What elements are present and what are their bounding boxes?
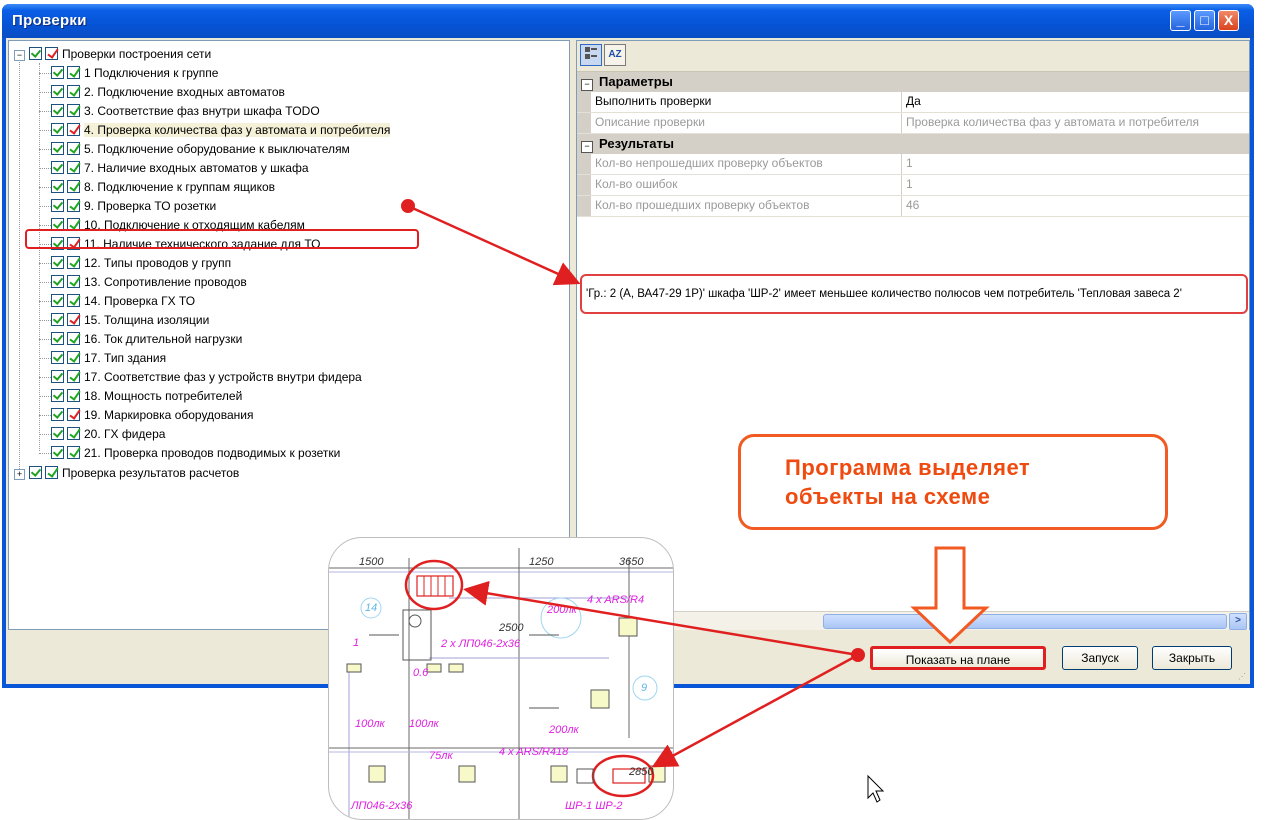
schematic-drawing <box>329 538 673 819</box>
tree-item[interactable]: 14. Проверка ГХ ТО <box>51 292 195 310</box>
resize-grip-icon[interactable]: ⋰ <box>1238 672 1246 681</box>
tree-guide-line <box>19 55 20 469</box>
show-on-plan-button[interactable]: Показать на плане <box>870 646 1046 670</box>
ok-status-icon <box>67 427 80 440</box>
property-value[interactable]: 1 <box>901 175 1249 195</box>
checkbox-icon[interactable] <box>51 85 64 98</box>
tree-item[interactable]: 9. Проверка ТО розетки <box>51 197 216 215</box>
checkbox-icon[interactable] <box>51 313 64 326</box>
tree-guide-line <box>39 358 51 359</box>
lux-label: 200лк <box>549 724 579 736</box>
close-window-button[interactable]: X <box>1218 10 1239 31</box>
tree-item[interactable]: 8. Подключение к группам ящиков <box>51 178 275 196</box>
dim-label: 1500 <box>359 556 384 568</box>
checkbox-icon[interactable] <box>51 294 64 307</box>
ok-status-icon <box>67 275 80 288</box>
property-value[interactable]: 1 <box>901 154 1249 174</box>
tree-item[interactable]: 5. Подключение оборудование к выключателям <box>51 140 350 158</box>
category-results[interactable]: − Результаты <box>577 134 1249 154</box>
dim-label: 3650 <box>619 556 644 568</box>
tree-guide-line <box>39 111 51 112</box>
property-row[interactable] <box>577 92 1249 113</box>
checkbox-icon[interactable] <box>51 275 64 288</box>
tree-root-network-checks[interactable]: Проверки построения сети <box>29 45 211 63</box>
svg-text:0.6: 0.6 <box>413 667 429 679</box>
dim-label: 2850 <box>629 766 654 778</box>
ok-status-icon <box>67 142 80 155</box>
ok-status-icon <box>67 370 80 383</box>
window-title: Проверки <box>12 12 87 29</box>
checkbox-icon[interactable] <box>51 256 64 269</box>
tree-item[interactable]: 17. Соответствие фаз у устройств внутри фидера <box>51 368 362 386</box>
property-key: Кол-во непрошедших проверку объектов <box>577 154 883 174</box>
checkbox-icon[interactable] <box>51 142 64 155</box>
property-row[interactable] <box>577 196 1249 217</box>
checkbox-icon[interactable] <box>51 161 64 174</box>
tree-guide-line <box>39 206 51 207</box>
tree-guide-line <box>39 92 51 93</box>
scroll-right-icon[interactable]: > <box>1229 613 1247 630</box>
callout-box <box>738 434 1168 530</box>
run-button[interactable]: Запуск <box>1062 646 1138 670</box>
fixture-label: 4 x ARS/R4 <box>587 594 645 606</box>
fixture-label: ЛП046-2x36 <box>351 800 413 812</box>
checkbox-icon[interactable] <box>51 199 64 212</box>
property-value[interactable]: Да <box>901 92 1249 112</box>
dim-label: 2500 <box>499 622 524 634</box>
error-status-icon <box>45 47 58 60</box>
callout-text: Программа выделяет объекты на схеме <box>785 455 1031 509</box>
lux-label: 100лк <box>355 718 385 730</box>
schematic-inset <box>328 537 674 820</box>
tree-guide-line <box>39 63 40 451</box>
fixture-label: 2 x ЛП046-2x36 <box>441 638 521 650</box>
tree-guide-line <box>39 73 51 74</box>
tree-item[interactable]: 18. Мощность потребителей <box>51 387 242 405</box>
tree-guide-line <box>39 225 51 226</box>
room-label: 14 <box>365 602 378 614</box>
expand-toggle[interactable]: + <box>14 469 25 480</box>
maximize-button[interactable]: □ <box>1194 10 1215 31</box>
checkbox-icon[interactable] <box>51 104 64 117</box>
tree-guide-line <box>39 282 51 283</box>
result-message[interactable]: 'Гр.: 2 (А, ВА47-29 1Р)' шкафа 'ШР-2' имеет меньшее количество полюсов чем потребитель 'Тепловая завеса 2' <box>580 274 1248 314</box>
checkbox-icon[interactable] <box>29 47 42 60</box>
property-key: Описание проверки <box>577 113 883 133</box>
checkbox-icon[interactable] <box>51 351 64 364</box>
tree-guide-line <box>39 301 51 302</box>
tree-guide-line <box>39 187 51 188</box>
tree-item[interactable]: 11. Наличие технического задание для ТО <box>51 235 321 253</box>
tree-guide-line <box>39 396 51 397</box>
ok-status-icon <box>67 66 80 79</box>
tree-item[interactable]: 1 Подключения к группе <box>51 64 218 82</box>
categorized-icon[interactable] <box>580 44 602 66</box>
ok-status-icon <box>67 256 80 269</box>
tree-item[interactable]: 20. ГХ фидера <box>51 425 165 443</box>
tree-root-calc-checks[interactable]: Проверка результатов расчетов <box>29 464 239 482</box>
room-label: 9 <box>641 682 648 694</box>
tree-guide-line <box>39 377 51 378</box>
ok-status-icon <box>67 389 80 402</box>
tree-item[interactable]: 21. Проверка проводов подводимых к розетки <box>51 444 340 462</box>
fixture-label: 4 x ARS/R418 <box>499 746 569 758</box>
property-key: Кол-во прошедших проверку объектов <box>577 196 883 216</box>
collapse-toggle[interactable]: − <box>14 50 25 61</box>
tree-item[interactable]: 4. Проверка количества фаз у автомата и потребителя <box>51 121 390 139</box>
ok-status-icon <box>67 180 80 193</box>
title-bar[interactable] <box>2 4 1254 38</box>
sort-az-icon[interactable]: AZ <box>604 44 626 66</box>
tree-item[interactable]: 13. Сопротивление проводов <box>51 273 247 291</box>
tree-guide-line <box>39 168 51 169</box>
property-row[interactable] <box>577 154 1249 175</box>
checkbox-icon[interactable] <box>51 123 64 136</box>
scroll-thumb[interactable] <box>823 614 1227 629</box>
tree-guide-line <box>39 149 51 150</box>
tree-item[interactable]: 15. Толщина изоляции <box>51 311 209 329</box>
property-toolbar <box>577 41 1249 72</box>
checkbox-icon[interactable] <box>51 66 64 79</box>
tree-guide-line <box>39 339 51 340</box>
ok-status-icon <box>67 294 80 307</box>
property-value[interactable]: Проверка количества фаз у автомата и потребителя <box>901 113 1249 133</box>
tree-item[interactable]: 12. Типы проводов у групп <box>51 254 231 272</box>
ok-status-icon <box>67 446 80 459</box>
lux-label: 100лк <box>409 718 439 730</box>
checkbox-icon[interactable] <box>51 446 64 459</box>
property-grid <box>576 40 1250 630</box>
mouse-cursor-icon <box>868 776 883 802</box>
checkbox-icon[interactable] <box>51 370 64 383</box>
checkbox-icon[interactable] <box>51 408 64 421</box>
highlight-frame <box>25 229 419 249</box>
tree-item[interactable]: 3. Соответствие фаз внутри шкафа TODO <box>51 102 320 120</box>
checkbox-icon[interactable] <box>29 466 42 479</box>
error-status-icon <box>67 408 80 421</box>
property-key: Кол-во ошибок <box>577 175 883 195</box>
svg-text:1: 1 <box>353 637 360 649</box>
checkbox-icon[interactable] <box>51 332 64 345</box>
tree-guide-line <box>39 453 51 454</box>
ok-status-icon <box>67 85 80 98</box>
tree-guide-line <box>39 320 51 321</box>
tree-guide-line <box>39 415 51 416</box>
checkbox-icon[interactable] <box>51 427 64 440</box>
ok-status-icon <box>67 351 80 364</box>
ok-status-icon <box>67 199 80 212</box>
ok-status-icon <box>67 104 80 117</box>
tree-item[interactable]: 19. Маркировка оборудования <box>51 406 253 424</box>
error-status-icon <box>67 123 80 136</box>
tree-item[interactable]: 10. Подключение к отходящим кабелям <box>51 216 305 234</box>
minimize-button[interactable]: _ <box>1170 10 1191 31</box>
property-value[interactable]: 46 <box>901 196 1249 216</box>
checkbox-icon[interactable] <box>51 389 64 402</box>
tree-item[interactable]: 2. Подключение входных автоматов <box>51 83 285 101</box>
horizontal-scrollbar[interactable] <box>577 611 1249 630</box>
tree-item[interactable]: 16. Ток длительной нагрузки <box>51 330 242 348</box>
tree-guide-line <box>39 130 51 131</box>
property-row[interactable] <box>577 113 1249 134</box>
tree-guide-line <box>39 434 51 435</box>
tree-item[interactable]: 7. Наличие входных автоматов у шкафа <box>51 159 309 177</box>
property-rows <box>577 72 1249 217</box>
dim-label: 1250 <box>529 556 554 568</box>
tree-item[interactable]: 17. Тип здания <box>51 349 166 367</box>
error-status-icon <box>67 313 80 326</box>
ok-status-icon <box>45 466 58 479</box>
property-row[interactable] <box>577 175 1249 196</box>
category-parameters[interactable]: − Параметры <box>577 72 1249 92</box>
lux-label: 75лк <box>429 750 453 762</box>
close-button[interactable]: Закрыть <box>1152 646 1232 670</box>
property-key: Выполнить проверки <box>577 92 883 112</box>
lux-label: 200лк <box>547 604 577 616</box>
tree-guide-line <box>39 263 51 264</box>
ok-status-icon <box>67 161 80 174</box>
checkbox-icon[interactable] <box>51 180 64 193</box>
panel-label: ШР-1 ШР-2 <box>565 800 623 812</box>
ok-status-icon <box>67 332 80 345</box>
